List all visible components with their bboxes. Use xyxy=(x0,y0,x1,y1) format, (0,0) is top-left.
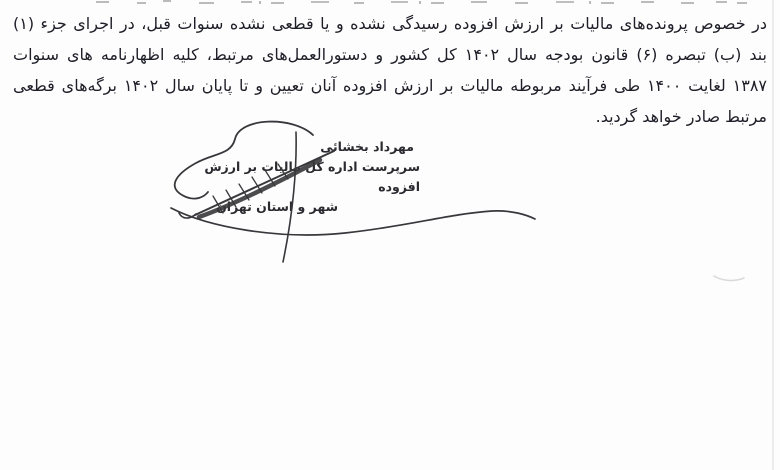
signatory-name: مهرداد بخشائی xyxy=(320,139,414,154)
signatory-title: سرپرست اداره کل مالیات بر ارزش افزوده xyxy=(204,159,420,194)
signature-block xyxy=(173,137,420,217)
scan-edge-shadow xyxy=(772,0,774,470)
paragraph-line-1: در خصوص پرونده‌های مالیات بر ارزش افزوده رسیدگی نشده و یا قطعی نشده سنوات قبل، در اجرای جزء (۱) xyxy=(13,14,767,33)
body-paragraph xyxy=(13,8,767,132)
paragraph-line-2: بند (ب) تبصره (۶) قانون بودجه سال ۱۴۰۲ کل کشور و دستورالعمل‌های مرتبط، کلیه اظهارنامه های سنوات xyxy=(13,45,767,64)
scan-artifact-mark xyxy=(712,272,746,284)
paragraph-line-4: مرتبط صادر خواهد گردید. xyxy=(595,107,767,126)
cut-off-text-remnants xyxy=(0,0,780,8)
signatory-region: شهر و استان تهران xyxy=(216,199,338,214)
paragraph-line-3: ۱۳۸۷ لغایت ۱۴۰۰ طی فرآیند مربوطه مالیات بر ارزش افزوده آنان تعیین و تا پایان سال ۱۴۰۲ برگه‌های قطعی xyxy=(13,76,767,95)
